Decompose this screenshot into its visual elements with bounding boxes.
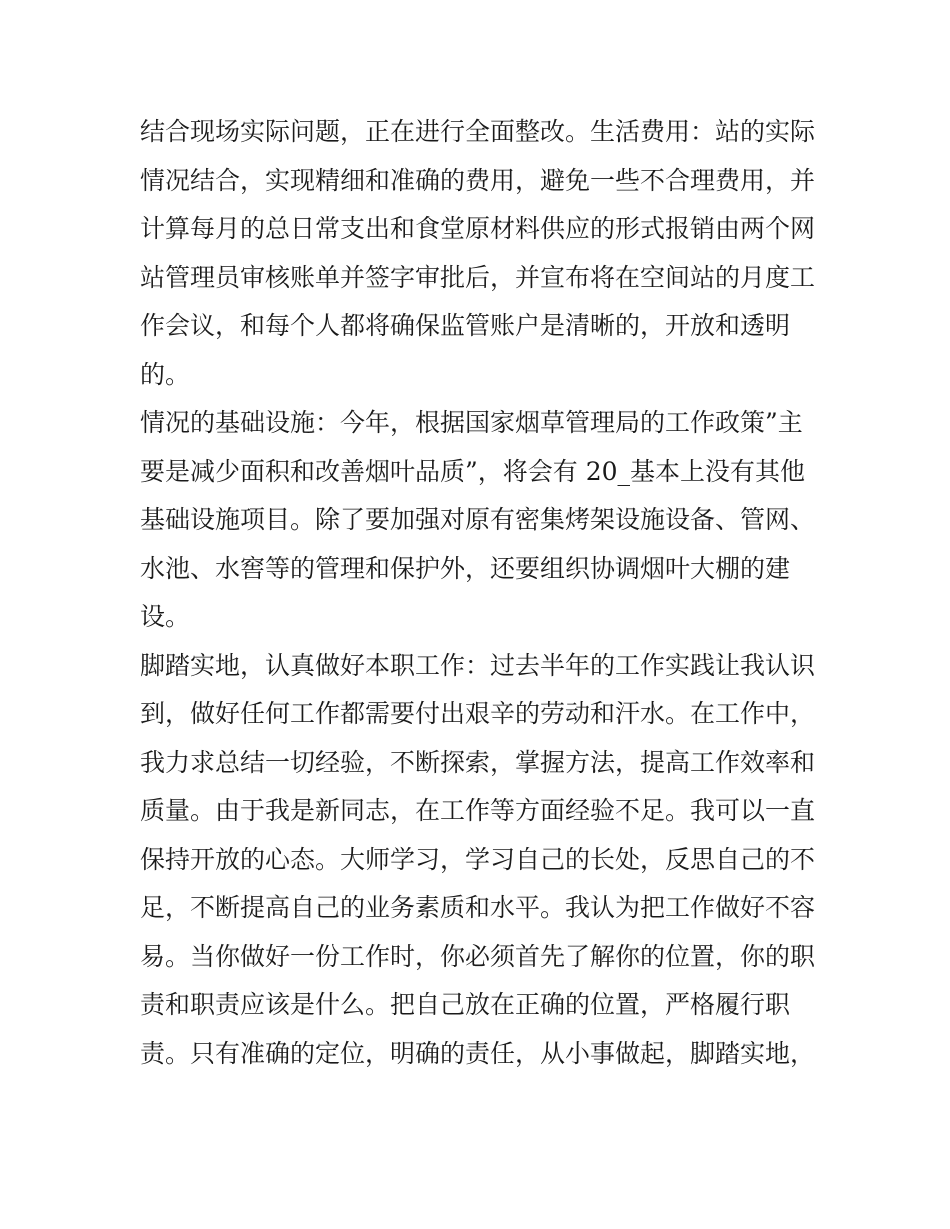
text-line: 我力求总结一切经验，不断探索，掌握方法，提高工作效率和: [140, 747, 816, 777]
text-line: 计算每月的总日常支出和食堂原材料供应的形式报销由两个网: [140, 214, 816, 243]
text-line: 保持开放的心态。大师学习，学习自己的长处，反思自己的不: [140, 844, 816, 874]
text-line: 到，做好任何工作都需要付出艰辛的劳动和汗水。在工作中，: [140, 699, 816, 728]
text-line: 质量。由于我是新同志，在工作等方面经验不足。我可以一直: [140, 796, 816, 825]
text-line: 要是减少面积和改善烟叶品质”，将会有 20_基本上没有其他: [140, 456, 806, 486]
text-line: 易。当你做好一份工作时，你必须首先了解你的位置，你的职: [140, 941, 816, 971]
text-line: 情况的基础设施：今年，根据国家烟草管理局的工作政策”主: [140, 408, 803, 437]
text-line: 脚踏实地，认真做好本职工作：过去半年的工作实践让我认识: [140, 650, 816, 680]
paragraph-infrastructure: [140, 399, 820, 642]
text-line: 结合现场实际问题，正在进行全面整改。生活费用：站的实际: [140, 117, 816, 146]
text-line: 基础设施项目。除了要加强对原有密集烤架设施设备、管网、: [140, 505, 816, 534]
text-line: 作会议，和每个人都将确保监管账户是清晰的，开放和透明: [140, 311, 791, 340]
text-line: 责和职责应该是什么。把自己放在正确的位置，严格履行职: [140, 990, 791, 1019]
text-line: 情况结合，实现精细和准确的费用，避免一些不合理费用，并: [140, 165, 816, 195]
paragraph-work-attitude: [140, 642, 820, 1079]
text-line: 站管理员审核账单并签字审批后，并宣布将在空间站的月度工: [140, 262, 816, 292]
paragraph-living-expenses: [140, 108, 820, 399]
text-line: 足，不断提高自己的业务素质和水平。我认为把工作做好不容: [140, 893, 816, 922]
text-line: 设。: [140, 602, 191, 631]
text-line: 水池、水窖等的管理和保护外，还要组织协调烟叶大棚的建: [140, 553, 791, 583]
document-body: [140, 108, 820, 1078]
text-line: 责。只有准确的定位，明确的责任，从小事做起，脚踏实地，: [140, 1038, 816, 1068]
text-line: 的。: [140, 359, 191, 389]
